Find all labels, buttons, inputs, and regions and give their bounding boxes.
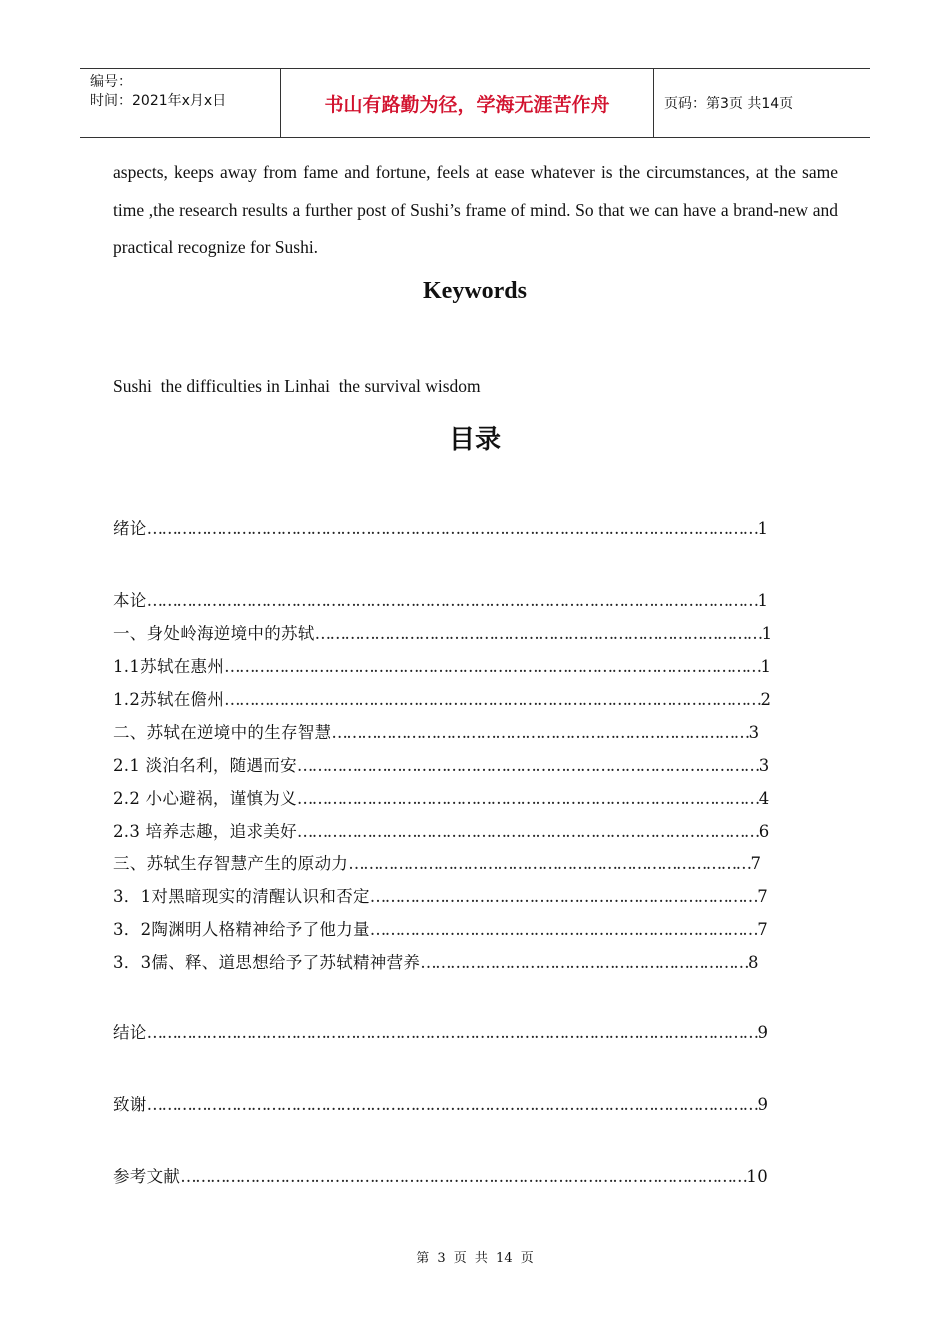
toc-entry[interactable] [113,785,770,809]
toc-entry-label: 一、身处岭海逆境中的苏轼 [113,624,315,643]
toc-entry-page: 3 [758,756,770,775]
abstract-paragraph: aspects, keeps away from fame and fortune, feels at ease whatever is the circumstances, at the same time ,the research results a further post of Sushi’s frame of mind. So that we can have a brand-new and practical recognize for Sushi. [113,162,838,257]
toc-leader-dots: …………………………………………………………………… [369,920,758,939]
toc-entry-label: 2.1 淡泊名利，随遇而安 [113,756,297,775]
toc-entry-page: 1 [757,519,769,538]
toc-entry-page: 2 [760,690,772,709]
toc-entry-page: 8 [748,953,759,972]
toc-leader-dots: ………………………………………………………………………… [331,723,749,742]
keywords-text: Sushi the difficulties in Linhai the survival wisdom [113,376,481,396]
toc-leader-dots: …………………………………………………………………………………………………… [180,1167,747,1186]
toc-entry[interactable] [113,883,768,907]
toc-entry[interactable] [113,916,768,940]
toc-entry-label: 本论 [113,591,147,610]
toc-entry-page: 7 [757,887,769,906]
toc-entry-label: 2.3 培养志趣，追求美好 [113,822,297,841]
time-label: 时间：2021年x月x日 [90,93,227,109]
toc-entry-label: 1.2苏轼在儋州 [113,690,225,709]
toc-entry[interactable] [113,850,761,874]
toc-entry-page: 9 [757,1095,769,1114]
header-motto: 书山有路勤为径，学海无涯苦作舟 [281,69,654,137]
toc-leader-dots: ………………………………………………………………………………… [296,789,759,808]
toc-entry-label: 三、苏轼生存智慧产生的原动力 [113,854,349,873]
toc-heading: 目录 [448,425,501,455]
toc-entry[interactable] [113,752,770,776]
toc-entry-label: 3．3儒、释、道思想给予了苏轼精神营养 [113,953,421,972]
page-footer: 第 3 页 共 14 页 [416,1251,534,1266]
toc-entry[interactable] [113,818,770,842]
toc-entry[interactable] [113,653,771,677]
toc-entry[interactable] [113,719,759,743]
toc-entry-label: 绪论 [113,519,147,538]
toc-entry-label: 二、苏轼在逆境中的生存智慧 [113,723,332,742]
toc-leader-dots: ………………………………………………………………………………… [296,756,759,775]
toc-entry-page: 10 [746,1167,769,1186]
toc-entry-page: 1 [760,657,772,676]
toc-entry-label: 致谢 [113,1095,147,1114]
toc-entry-label: 1.1苏轼在惠州 [113,657,225,676]
page-header [80,68,870,138]
toc-entry-page: 9 [757,1023,769,1042]
header-meta [80,69,281,137]
toc-entry-page: 4 [758,789,770,808]
toc-entry[interactable] [113,1163,768,1187]
toc-leader-dots: …………………………………………………………………………………………………………… [146,1095,758,1114]
toc-leader-dots: ………………………………………………………… [420,953,749,972]
toc-entry-label: 参考文献 [113,1167,181,1186]
toc-entry-label: 3．2陶渊明人格精神给予了他力量 [113,920,370,939]
toc-leader-dots: ……………………………………………………………………… [348,854,751,873]
keywords-heading: Keywords [423,278,527,304]
toc-leader-dots: ……………………………………………………………………………………………… [224,690,761,709]
toc-leader-dots: …………………………………………………………………………………………………………… [146,519,758,538]
toc-leader-dots: …………………………………………………………………… [369,887,758,906]
toc-entry-label: 3．1对黑暗现实的清醒认识和否定 [113,887,370,906]
toc-leader-dots: ……………………………………………………………………………………………… [224,657,761,676]
toc-entry-page: 6 [758,822,770,841]
toc-leader-dots: ………………………………………………………………………………… [296,822,759,841]
header-page-info: 页码：第3页 共14页 [664,96,794,112]
toc-entry[interactable] [113,620,772,644]
toc-entry[interactable] [113,587,768,611]
toc-entry-page: 1 [757,591,769,610]
toc-entry[interactable] [113,1091,768,1115]
toc-entry-label: 2.2 小心避祸，谨慎为义 [113,789,297,808]
toc-entry-page: 1 [761,624,773,643]
toc-entry[interactable] [113,686,771,710]
toc-leader-dots: ……………………………………………………………………………… [314,624,762,643]
toc-entry-label: 结论 [113,1023,147,1042]
toc-entry[interactable] [113,515,768,539]
number-label: 编号： [90,74,132,90]
toc-leader-dots: …………………………………………………………………………………………………………… [146,1023,758,1042]
toc-leader-dots: …………………………………………………………………………………………………………… [146,591,758,610]
toc-entry-page: 3 [748,723,760,742]
toc-entry[interactable] [113,949,759,973]
toc-entry-page: 7 [750,854,762,873]
toc-entry[interactable] [113,1019,768,1043]
toc-entry-page: 7 [757,920,769,939]
